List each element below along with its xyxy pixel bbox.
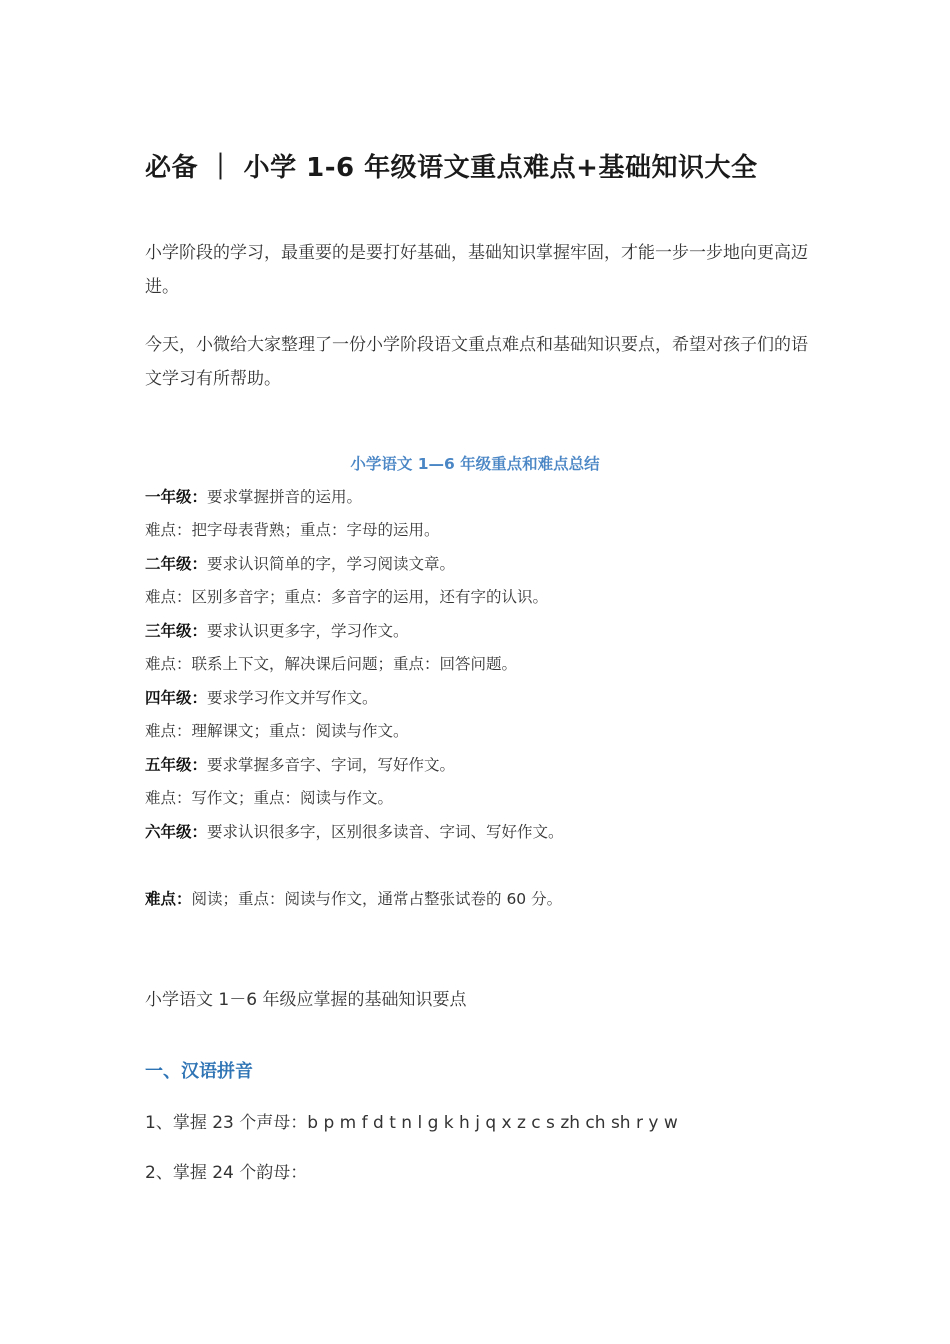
grade-text: 要求认识更多字，学习作文。: [207, 622, 409, 640]
grade-detail-1: 难点：把字母表背熟；重点：字母的运用。: [145, 521, 440, 539]
grade-text: 要求学习作文并写作文。: [207, 689, 378, 707]
grade-label: 六年级：: [145, 823, 208, 841]
grade-text: 要求掌握多音字、字词，写好作文。: [207, 756, 456, 774]
grade-label: 四年级：: [145, 689, 208, 707]
grade-row-4: [145, 686, 378, 708]
basics-title: 小学语文 1－6 年级应掌握的基础知识要点: [145, 990, 467, 1010]
grade-row-1: [145, 485, 362, 507]
grade-row-6: [145, 820, 564, 842]
section-heading-pinyin: 一、汉语拼音: [145, 1061, 253, 1082]
grade-label: 一年级：: [145, 488, 208, 506]
final-note-text: 阅读；重点：阅读与作文，通常占整张试卷的 60 分。: [191, 890, 563, 908]
final-note-label: 难点：: [145, 890, 192, 908]
list-item: 2、掌握 24 个韵母：: [145, 1163, 308, 1183]
grade-text: 要求掌握拼音的运用。: [207, 488, 363, 506]
grade-label: 二年级：: [145, 555, 208, 573]
grade-detail-4: 难点：理解课文；重点：阅读与作文。: [145, 722, 409, 740]
grade-detail-2: 难点：区别多音字；重点：多音字的运用，还有字的认识。: [145, 588, 549, 606]
summary-heading: 小学语文 1—6 年级重点和难点总结: [350, 455, 600, 473]
grade-detail-5: 难点：写作文；重点：阅读与作文。: [145, 789, 394, 807]
grade-row-2: [145, 552, 455, 574]
grade-row-5: [145, 753, 455, 775]
grade-detail-3: 难点：联系上下文，解决课后问题；重点：回答问题。: [145, 655, 518, 673]
grade-label: 三年级：: [145, 622, 208, 640]
grade-row-3: [145, 619, 409, 641]
intro-paragraph-1: 小学阶段的学习，最重要的是要打好基础，基础知识掌握牢固，才能一步一步地向更高迈进。: [145, 243, 808, 297]
final-note: [145, 887, 562, 909]
list-item: 1、掌握 23 个声母：b p m f d t n l g k h j q x z c s zh ch sh r y w: [145, 1113, 678, 1133]
page-title: 必备 ｜ 小学 1-6 年级语文重点难点+基础知识大全: [145, 153, 758, 183]
grade-text: 要求认识简单的字，学习阅读文章。: [207, 555, 456, 573]
grade-label: 五年级：: [145, 756, 208, 774]
intro-paragraph-2: 今天，小微给大家整理了一份小学阶段语文重点难点和基础知识要点，希望对孩子们的语文学习有所帮助。: [145, 335, 808, 389]
grade-text: 要求认识很多字，区别很多读音、字词、写好作文。: [207, 823, 564, 841]
